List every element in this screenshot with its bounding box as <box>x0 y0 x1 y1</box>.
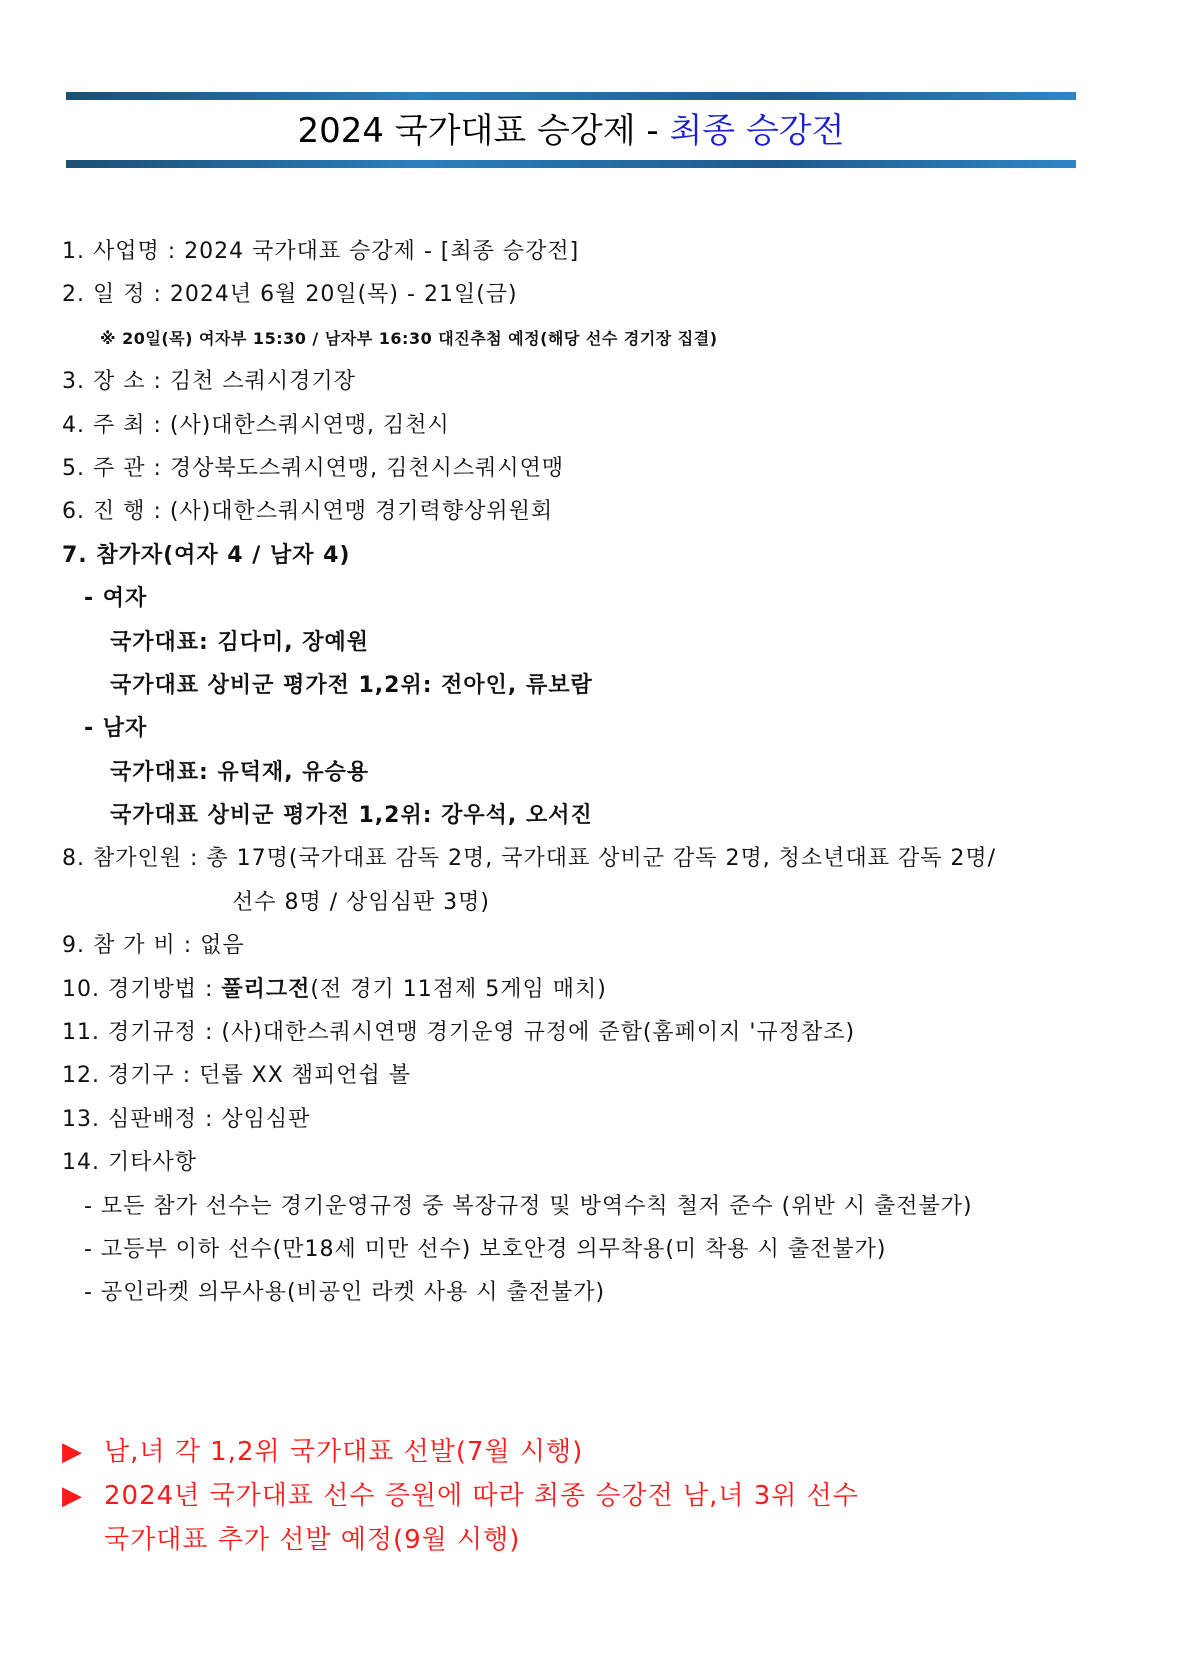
title-highlight: 최종 승강전 <box>669 111 845 151</box>
item-operation: 6. 진 행 : (사)대한스쿼시연맹 경기력향상위원회 <box>62 499 554 525</box>
item-venue: 3. 장 소 : 김천 스쿼시경기장 <box>62 369 356 395</box>
item-fee: 9. 참 가 비 : 없음 <box>62 933 245 959</box>
item-referee: 13. 심판배정 : 상임심판 <box>62 1106 311 1132</box>
note-text: 남,녀 각 1,2위 국가대표 선발(7월 시행) <box>104 1437 584 1467</box>
participants-men-national: 국가대표: 유덕재, 유승용 <box>110 759 369 785</box>
item-participants: 7. 참가자(여자 4 / 남자 4) <box>62 542 351 568</box>
title-main: 2024 국가대표 승강제 - <box>297 111 670 151</box>
item-headcount: 8. 참가인원 : 총 17명(국가대표 감독 2명, 국가대표 상비군 감독 2명, 청소년대표 감독 2명/ <box>62 846 997 872</box>
triangle-bullet-icon: ▶ <box>62 1481 83 1511</box>
participants-women-reserve: 국가대표 상비군 평가전 1,2위: 전아인, 류보람 <box>110 672 593 698</box>
participants-men-heading: - 남자 <box>84 716 148 742</box>
misc-racket: - 공인라켓 의무사용(비공인 라켓 사용 시 출전불가) <box>84 1280 606 1306</box>
note-expansion-cont: 국가대표 추가 선발 예정(9월 시행) <box>104 1525 521 1555</box>
event-details <box>62 230 1142 1315</box>
item-event-name: 1. 사업명 : 2024 국가대표 승강제 - [최종 승강전] <box>62 239 580 264</box>
note-expansion <box>62 1474 1142 1518</box>
participants-women-heading: - 여자 <box>84 586 148 612</box>
selection-notes <box>62 1430 1142 1562</box>
format-suffix: (전 경기 11점제 5게임 매치) <box>310 976 607 1002</box>
misc-goggles: - 고등부 이하 선수(만18세 미만 선수) 보호안경 의무착용(미 착용 시 출전불가) <box>84 1236 887 1262</box>
note-selection <box>62 1430 1142 1474</box>
participants-women-national: 국가대표: 김다미, 장예원 <box>110 629 369 655</box>
triangle-bullet-icon: ▶ <box>62 1437 83 1467</box>
participants-men-reserve: 국가대표 상비군 평가전 1,2위: 강우석, 오서진 <box>110 803 593 829</box>
item-host: 4. 주 최 : (사)대한스쿼시연맹, 김천시 <box>62 412 450 438</box>
item-misc: 14. 기타사항 <box>62 1150 197 1176</box>
page-title <box>66 106 1076 156</box>
schedule-note: ※ 20일(목) 여자부 15:30 / 남자부 16:30 대진추첨 예정(해당 선수 경기장 집결) <box>100 328 718 348</box>
item-schedule: 2. 일 정 : 2024년 6월 20일(목) - 21일(금) <box>62 282 518 308</box>
item-rules: 11. 경기규정 : (사)대한스쿼시연맹 경기운영 규정에 준함(홈페이지 '규정참조) <box>62 1020 856 1046</box>
item-ball: 12. 경기구 : 던롭 XX 챔피언쉽 볼 <box>62 1063 412 1089</box>
format-prefix: 10. 경기방법 : <box>62 976 222 1002</box>
item-organizer: 5. 주 관 : 경상북도스쿼시연맹, 김천시스쿼시연맹 <box>62 455 565 481</box>
format-bold: 풀리그전 <box>221 976 311 1002</box>
item-headcount-cont: 선수 8명 / 상임심판 3명) <box>232 889 490 915</box>
note-text: 2024년 국가대표 선수 증원에 따라 최종 승강전 남,녀 3위 선수 <box>104 1481 859 1511</box>
header-rule-bottom <box>66 160 1076 168</box>
misc-dress-code: - 모든 참가 선수는 경기운영규정 중 복장규정 및 방역수칙 철저 준수 (위반 시 출전불가) <box>84 1193 973 1219</box>
item-format <box>62 968 1142 1011</box>
header-rule-top <box>66 92 1076 100</box>
